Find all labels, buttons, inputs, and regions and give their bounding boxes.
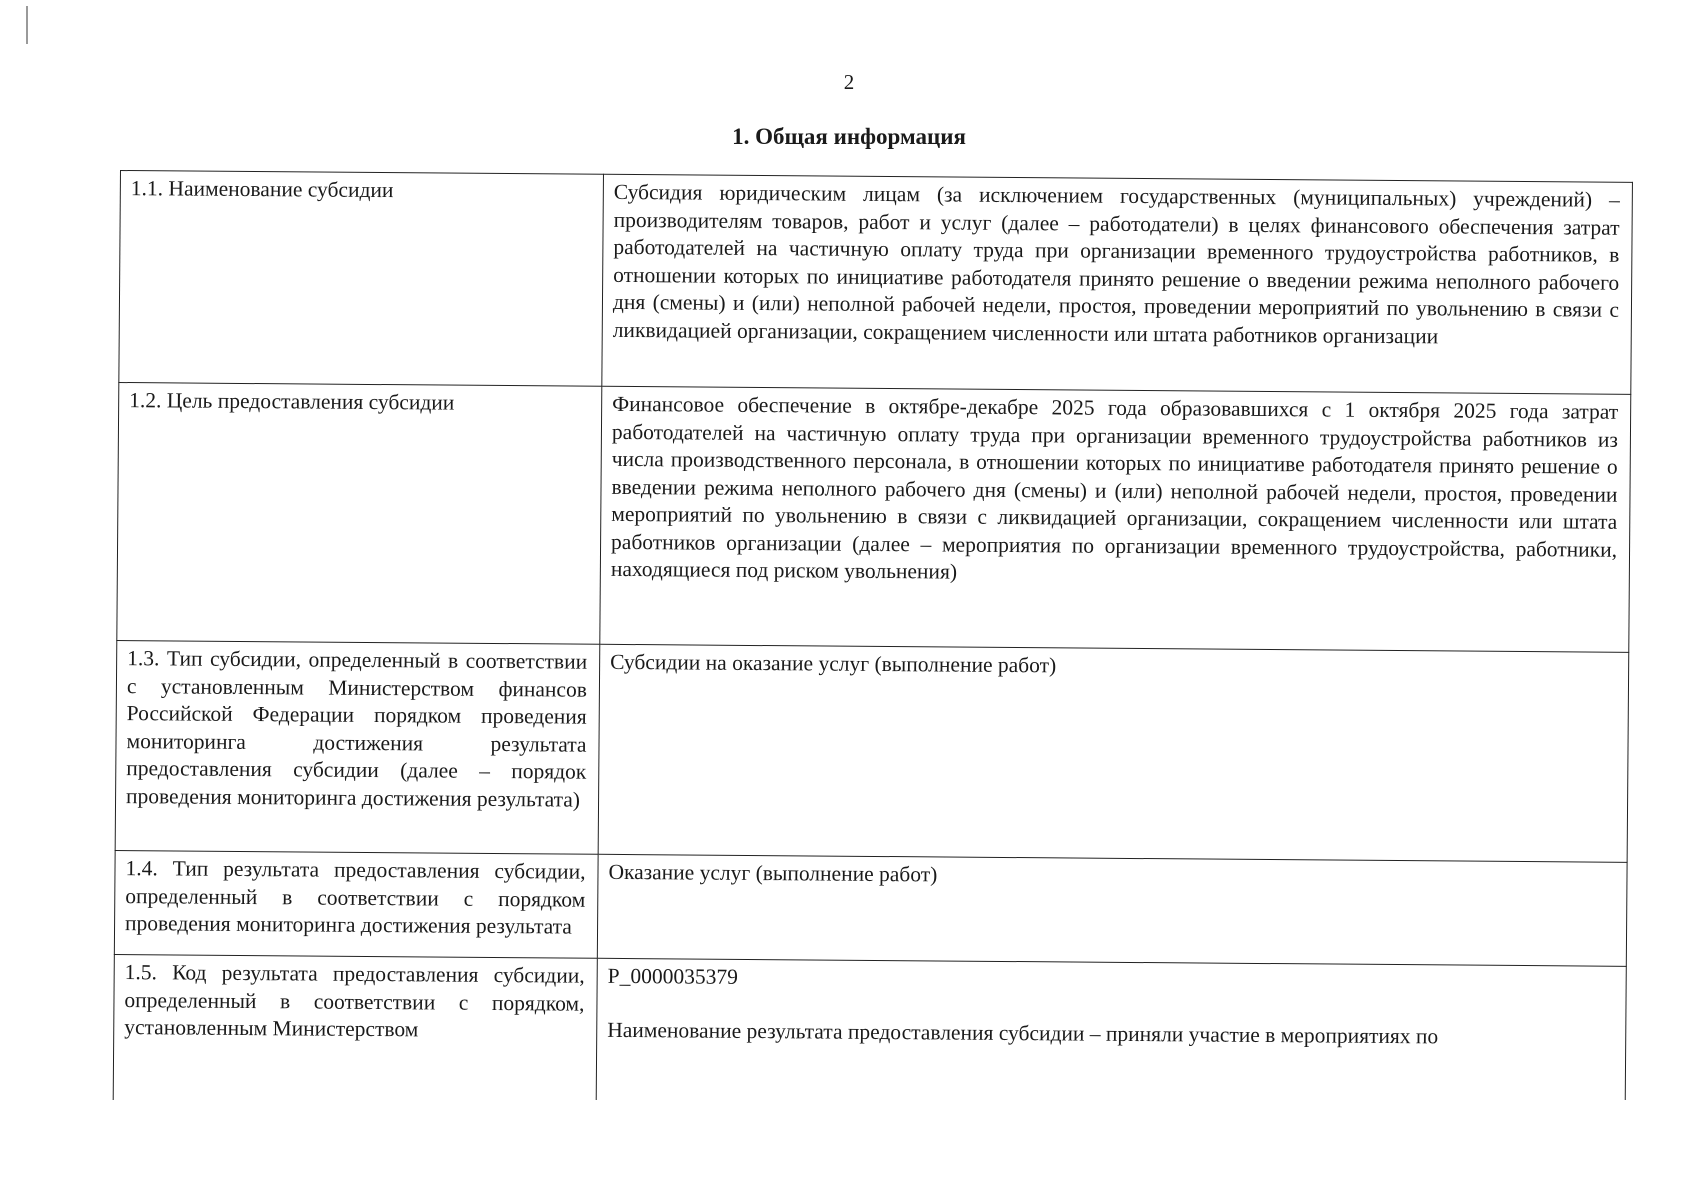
row-label: 1.5. Код результата предоставления субсидии, определенный в соответствии с порядком, установленным Министерством	[124, 960, 585, 1042]
row-label: 1.2. Цель предоставления субсидии	[129, 388, 455, 415]
general-info-table-wrapper	[112, 170, 1620, 1167]
result-name-line: Наименование результата предоставления субсидии – приняли участие в мероприятиях по	[607, 1017, 1439, 1048]
result-code: P_0000035379	[607, 963, 738, 989]
row-value-cell	[597, 854, 1627, 966]
row-value: Субсидия юридическим лицам (за исключением государственных (муниципальных) учреждений) – производителям товаров, работ и услуг (далее – работодатели) в целях финансового обеспечения затрат работодателей на частичную оплату труда при организации временного трудоустройства работников, в отношении которых по инициативе работодателя принято решение о введении режима неполного рабочего дня (смены) и (или) неполной рабочей недели, простоя, проведении мероприятий по увольнению в связи с ликвидацией организации, сокращением численности или штата работников организации	[612, 179, 1620, 348]
table-row-subsidy-name	[119, 171, 1633, 395]
row-value: Оказание услуг (выполнение работ)	[608, 859, 938, 887]
row-label-cell	[114, 850, 598, 958]
table-row-result-type	[114, 850, 1627, 966]
row-value-cell	[600, 386, 1631, 652]
table-row-subsidy-goal	[117, 382, 1631, 652]
page-bottom-margin	[0, 1100, 1698, 1200]
row-value: Финансовое обеспечение в октябре-декабре 2025 года образовавшихся с 1 октября 2025 года затрат работодателей на частичную оплату труда при организации временного трудоустройства работников из числа производственного персонала, в отношении которых по инициативе работодателя принято решение о введении режима неполного рабочего дня (смены) и (или) неполной рабочей недели, простоя, проведении мероприятий по увольнению в связи с ликвидацией организации, сокращением численности или штата работников организации (далее – мероприятия по организации временного трудоустройства, работники, находящиеся под риском увольнения)	[610, 391, 1619, 584]
page-number: 2	[843, 70, 855, 94]
row-value-cell	[598, 644, 1629, 862]
row-label: 1.1. Наименование субсидии	[130, 176, 394, 203]
row-value-cell	[602, 174, 1633, 394]
row-label: 1.4. Тип результата предоставления субсидии, определенный в соответствии с порядком проведения мониторинга достижения результата	[124, 856, 586, 939]
general-info-table	[112, 170, 1633, 1167]
row-label: 1.3. Тип субсидии, определенный в соответствии с установленным Министерством финансов Российской Федерации порядком проведения мониторинга достижения результата предоставления субсидии (далее – порядок проведения мониторинга достижения результата)	[125, 646, 588, 812]
scan-edge-mark	[26, 6, 28, 44]
row-label-cell	[115, 640, 600, 854]
row-label-cell	[117, 382, 602, 644]
table-row-subsidy-type	[115, 640, 1629, 862]
row-value: Субсидии на оказание услуг (выполнение работ)	[610, 649, 1057, 678]
section-title: 1. Общая информация	[732, 124, 966, 149]
row-label-cell	[119, 171, 604, 387]
